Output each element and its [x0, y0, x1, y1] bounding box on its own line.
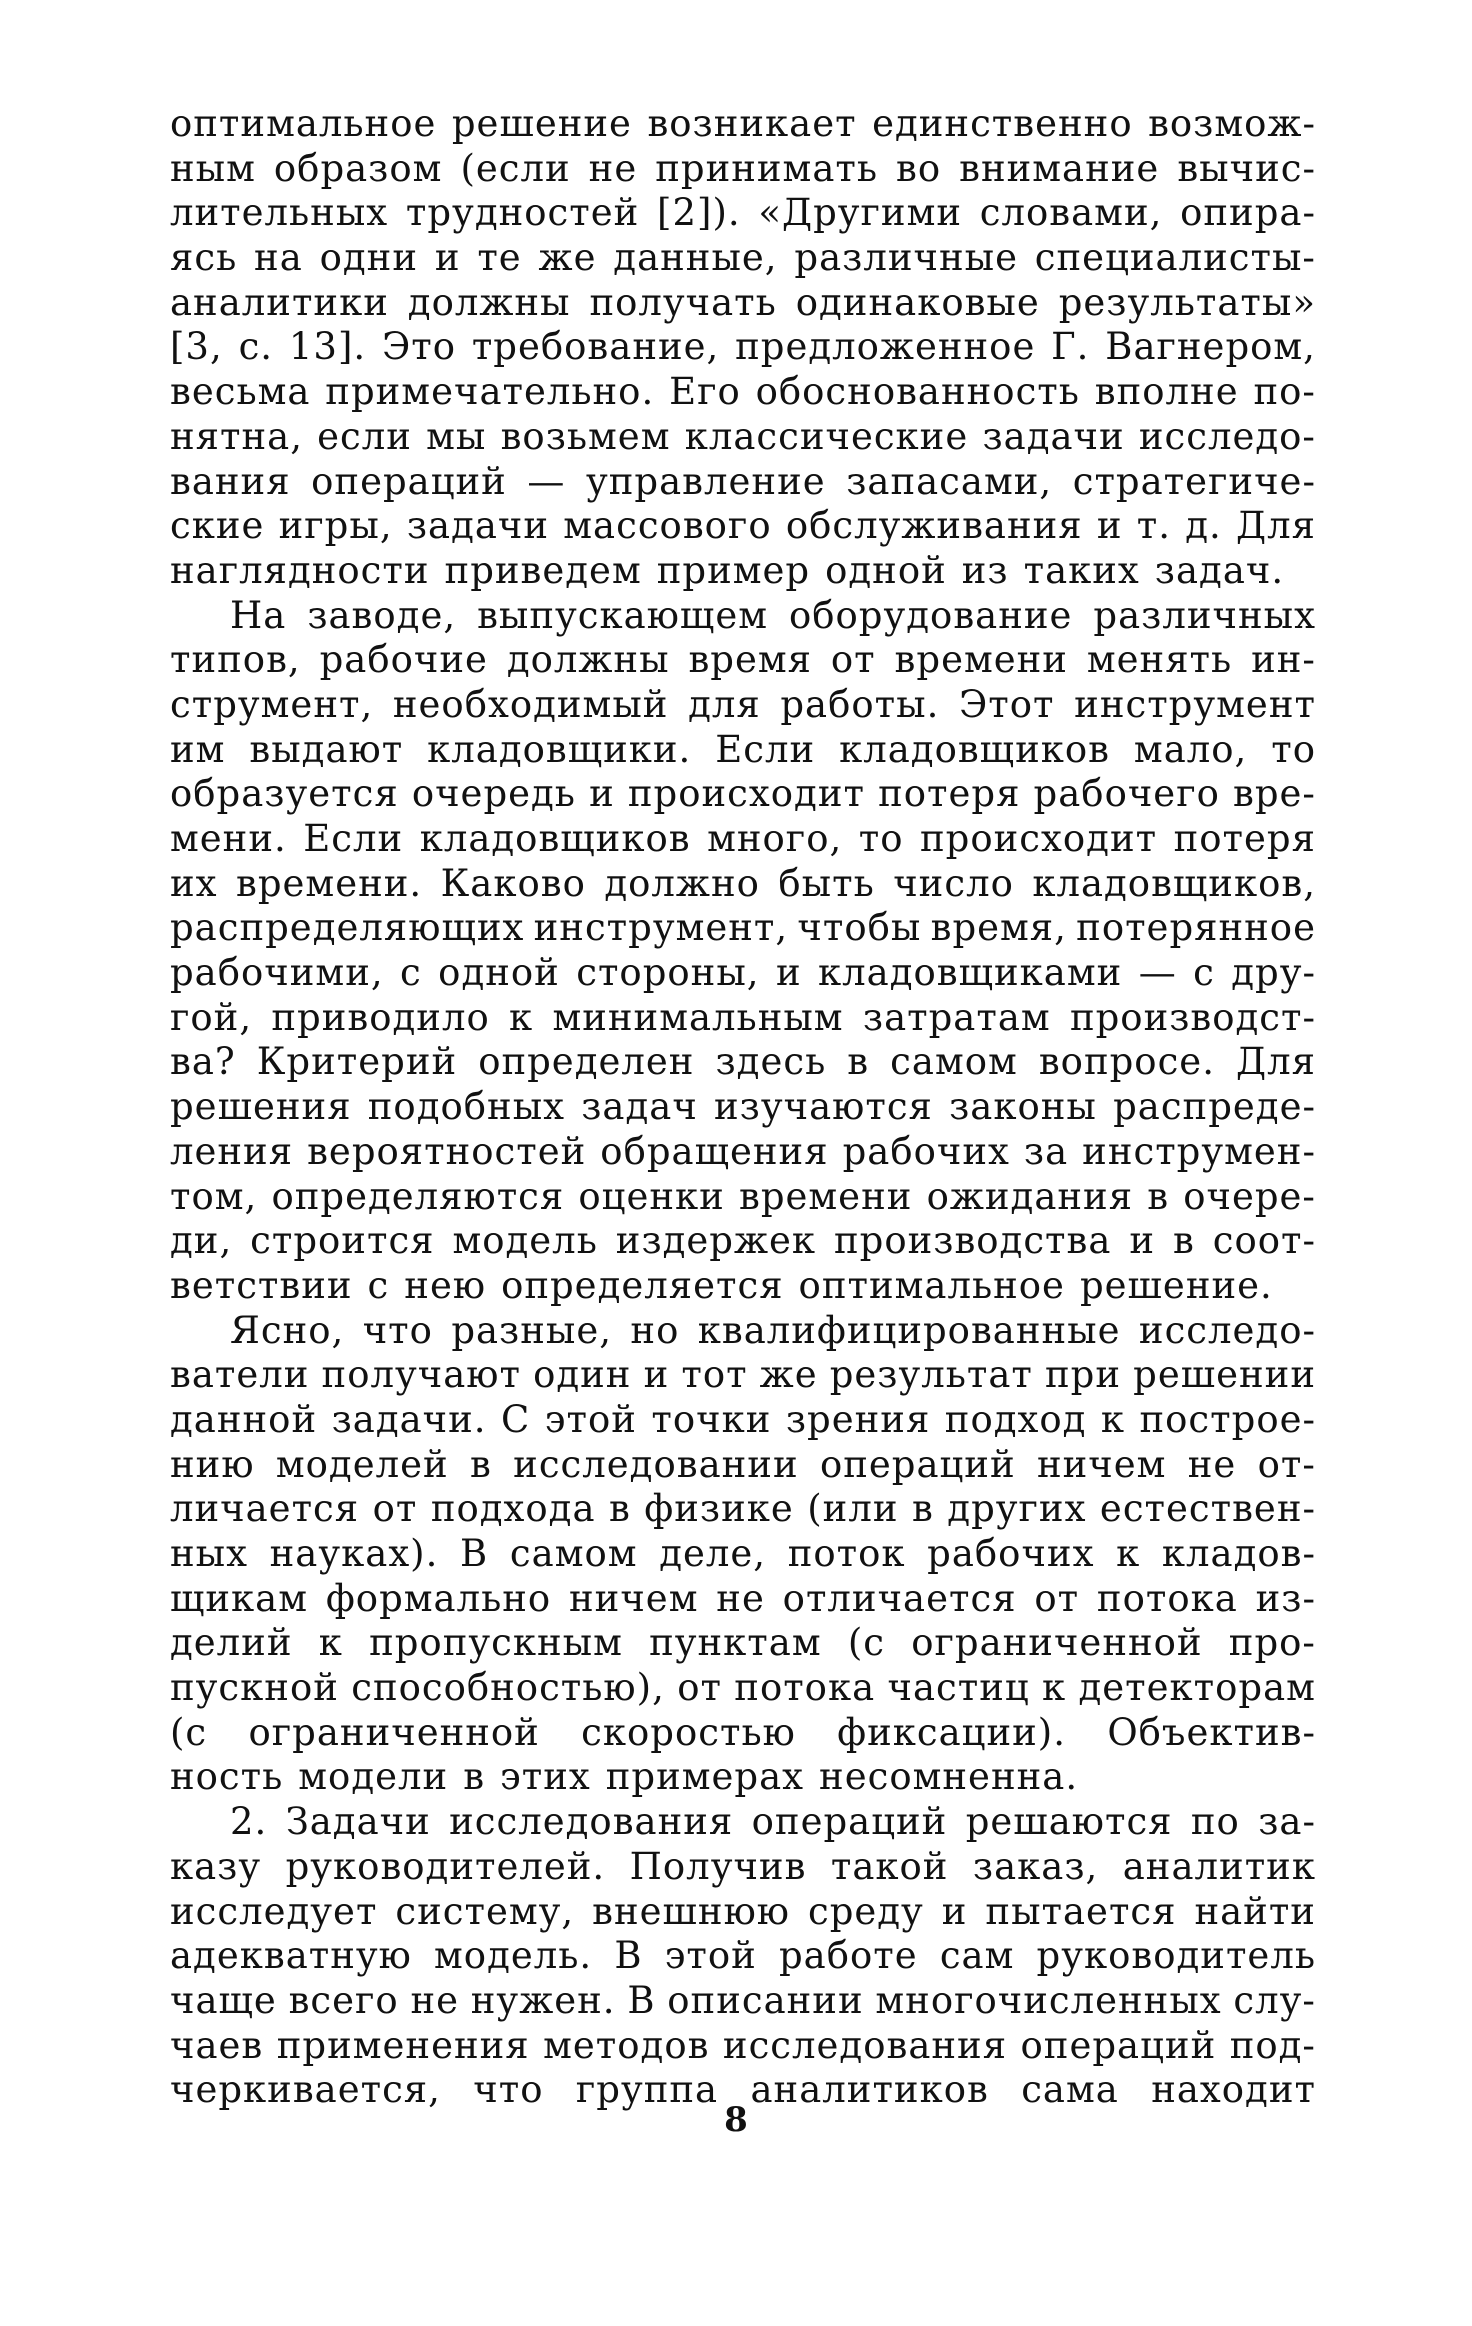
text-line: рабочими, с одной стороны, и кладовщиками — с дру-: [170, 951, 1316, 995]
text-line: [3, с. 13]. Это требование, предложенное Г. Вагнером,: [170, 325, 1316, 369]
text-line: мени. Если кладовщиков много, то происходит потеря: [170, 817, 1316, 860]
text-line: образуется очередь и происходит потеря рабочего вре-: [170, 772, 1316, 816]
text-line: распределяющих инструмент, чтобы время, потерянное: [170, 906, 1316, 950]
paragraph: [170, 102, 1316, 594]
text-line: данной задачи. С этой точки зрения подход к построе-: [170, 1397, 1316, 1441]
text-line: личается от подхода в физике (или в других естествен-: [170, 1487, 1316, 1531]
text-line: струмент, необходимый для работы. Этот инструмент: [170, 682, 1316, 726]
text-line: чаще всего не нужен. В описании многочисленных слу-: [170, 1978, 1316, 2022]
text-line: черкивается, что группа аналитиков сама находит: [170, 2068, 1316, 2112]
text-line: оптимальное решение возникает единственно возмож-: [170, 102, 1316, 145]
text-line: ва? Критерий определен здесь в самом вопросе. Для: [170, 1040, 1316, 1084]
paragraph: [170, 1309, 1316, 1801]
text-line: Ясно, что разные, но квалифицированные исследо-: [230, 1308, 1316, 1352]
text-line: лительных трудностей [2]). «Другими словами, опира-: [170, 191, 1316, 235]
text-line: гой, приводило к минимальным затратам производст-: [170, 995, 1316, 1039]
text-line: щикам формально ничем не отличается от потока из-: [170, 1576, 1316, 1620]
text-line: делий к пропускным пунктам (с ограниченной про-: [170, 1621, 1316, 1665]
text-line: их времени. Каково должно быть число кладовщиков,: [170, 861, 1316, 905]
text-line: им выдают кладовщики. Если кладовщиков мало, то: [170, 727, 1316, 771]
text-line: типов, рабочие должны время от времени менять ин-: [170, 638, 1316, 682]
paragraph: [170, 1800, 1316, 2113]
text-line: решения подобных задач изучаются законы распреде-: [170, 1085, 1316, 1129]
text-line: ватели получают один и тот же результат при решении: [170, 1353, 1316, 1397]
text-line: том, определяются оценки времени ожидания в очере-: [170, 1174, 1316, 1218]
body-text: [170, 102, 1316, 2113]
text-line: (с ограниченной скоростью фиксации). Объектив-: [170, 1710, 1316, 1754]
paragraph: [170, 594, 1316, 1309]
text-line: исследует систему, внешнюю среду и пытается найти: [170, 1889, 1316, 1933]
text-line: 2. Задачи исследования операций решаются по за-: [230, 1800, 1316, 1844]
text-line: ным образом (если не принимать во внимание вычис-: [170, 146, 1316, 190]
text-line: весьма примечательно. Его обоснованность вполне по-: [170, 370, 1316, 414]
text-line: ность модели в этих примерах несомненна.: [170, 1755, 1079, 1799]
text-line: ветствии с нею определяется оптимальное решение.: [170, 1263, 1273, 1307]
text-line: ясь на одни и те же данные, различные специалисты-: [170, 236, 1316, 280]
text-line: ди, строится модель издержек производства и в соот-: [170, 1219, 1316, 1263]
text-line: адекватную модель. В этой работе сам руководитель: [170, 1934, 1316, 1978]
text-line: аналитики должны получать одинаковые результаты»: [170, 280, 1316, 324]
text-line: ных науках). В самом деле, поток рабочих к кладов-: [170, 1532, 1316, 1575]
text-line: вания операций — управление запасами, стратегиче-: [170, 459, 1316, 503]
text-line: пускной способностью), от потока частиц к детекторам: [170, 1666, 1316, 1710]
page-number: 8: [724, 2100, 748, 2140]
text-line: ления вероятностей обращения рабочих за инструмен-: [170, 1129, 1316, 1173]
text-line: ские игры, задачи массового обслуживания и т. д. Для: [170, 504, 1316, 548]
text-line: казу руководителей. Получив такой заказ, аналитик: [170, 1844, 1316, 1888]
text-line: На заводе, выпускающем оборудование различных: [230, 593, 1316, 637]
text-line: нию моделей в исследовании операций ничем не от-: [170, 1442, 1316, 1486]
text-line: чаев применения методов исследования операций под-: [170, 2023, 1316, 2067]
text-line: нятна, если мы возьмем классические задачи исследо-: [170, 414, 1316, 458]
text-line: наглядности приведем пример одной из таких задач.: [170, 548, 1285, 592]
